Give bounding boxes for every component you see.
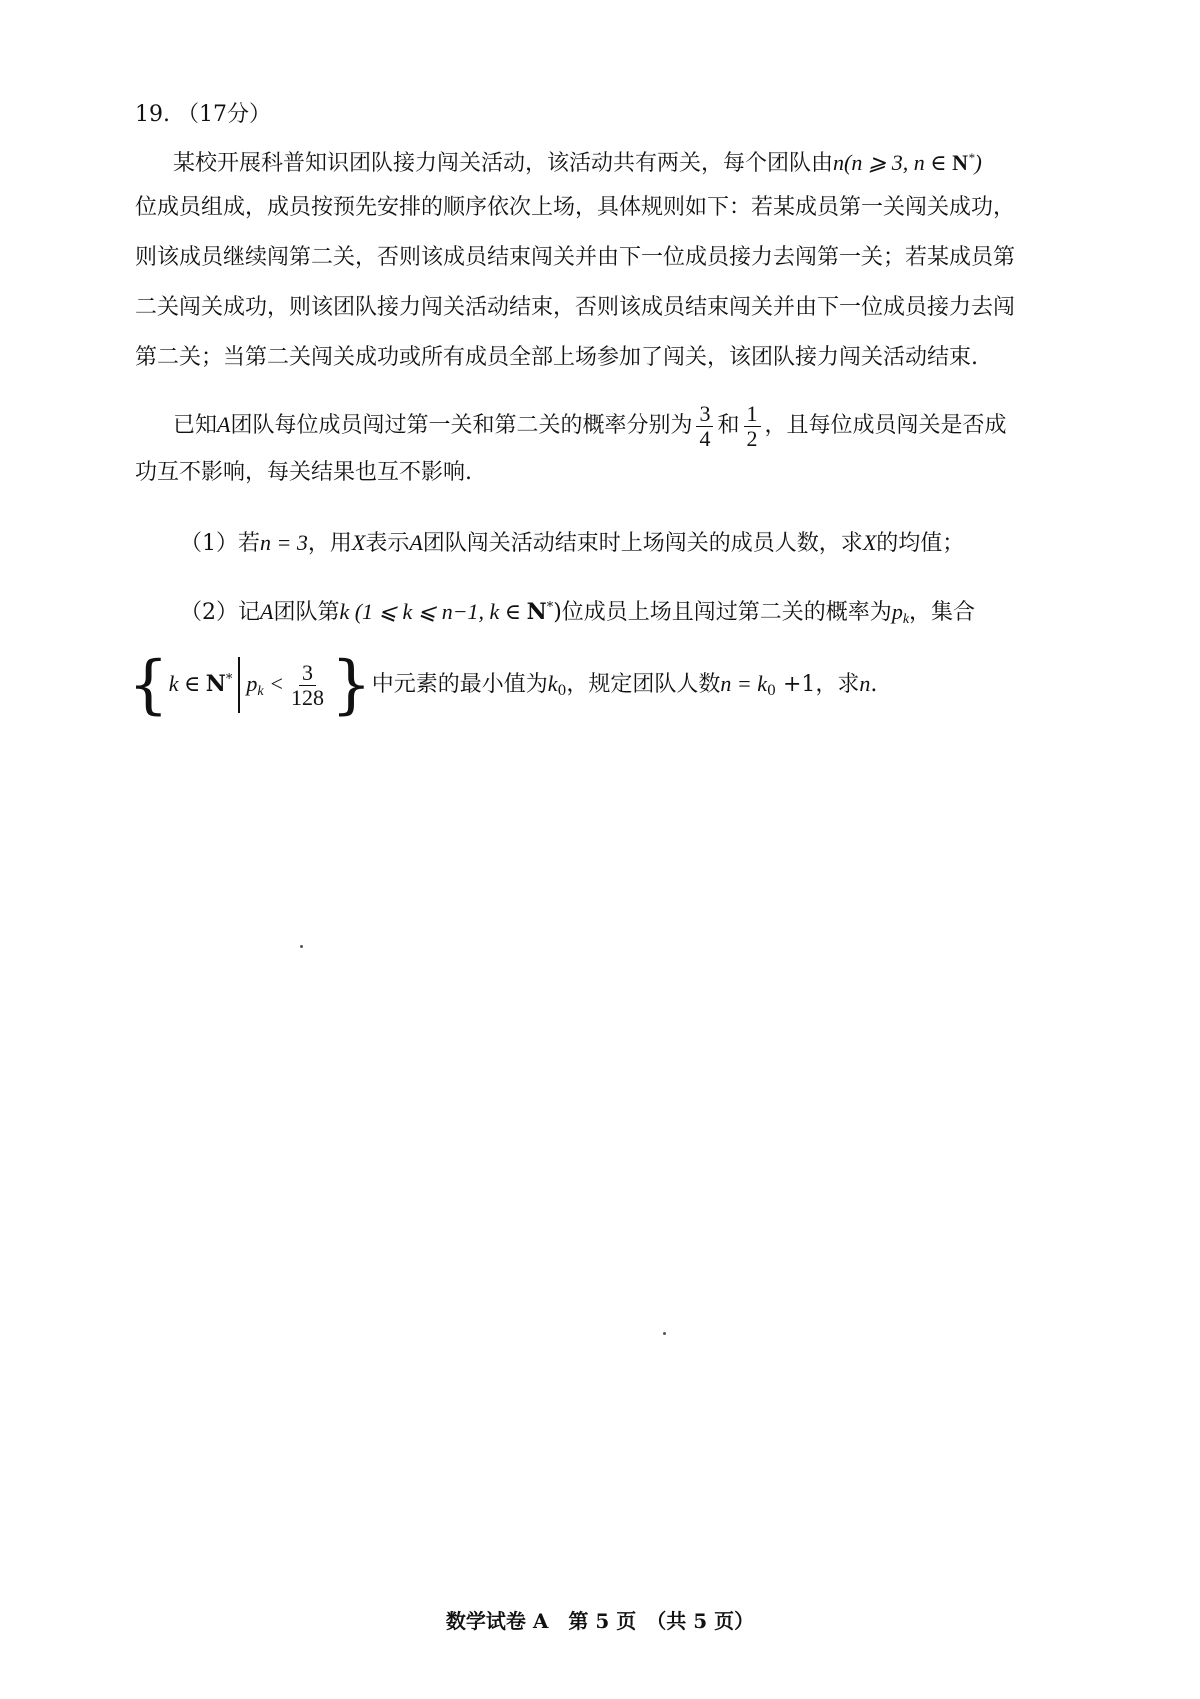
team-label: A bbox=[260, 599, 274, 624]
variable-x: X bbox=[862, 530, 877, 555]
part1-text-b: 表示 bbox=[365, 531, 410, 556]
star-sup: * bbox=[967, 150, 975, 165]
star-sup: * bbox=[546, 600, 554, 615]
set-divider bbox=[238, 657, 240, 713]
variable-x: X bbox=[351, 530, 366, 555]
part2-text-c: ，集合 bbox=[909, 600, 976, 625]
para2-text-d: ，且每位成员闯关是否成 bbox=[764, 413, 1007, 438]
equation-tail: +1 bbox=[775, 672, 816, 697]
naturals-symbol: N bbox=[952, 150, 968, 175]
part2-text-b: 位成员上场且闯过第二关的概率为 bbox=[561, 600, 892, 625]
right-brace: } bbox=[330, 648, 372, 722]
part2-text-f: ，求 bbox=[815, 672, 860, 697]
variable-k: k bbox=[339, 599, 350, 624]
para2-text-b: 团队每位成员闯过第一关和第二关的概率分别为 bbox=[230, 413, 693, 438]
page-footer: 数学试卷 A 第 5 页 （共 5 页） bbox=[445, 1609, 755, 1633]
fraction-denominator: 4 bbox=[699, 425, 711, 451]
naturals-symbol: N bbox=[526, 599, 547, 625]
n-equals-3: n = 3 bbox=[260, 530, 308, 555]
fraction-numerator: 1 bbox=[744, 402, 761, 427]
variable-p: p bbox=[246, 671, 258, 696]
part1-text-d: 的均值； bbox=[876, 531, 965, 556]
fraction-numerator: 3 bbox=[696, 402, 713, 427]
subscript-0: 0 bbox=[767, 683, 776, 699]
part2-text-e: ，规定团队人数 bbox=[566, 672, 721, 697]
fraction-denominator: 2 bbox=[746, 425, 758, 451]
part1-text-c: 团队闯关活动结束时上场闯关的成员人数，求 bbox=[422, 531, 863, 556]
fraction-numerator: 3 bbox=[299, 661, 316, 686]
para2-line1 bbox=[173, 398, 1007, 453]
para1-line4: 二关闯关成功，则该团队接力闯关活动结束，否则该成员结束闯关并由下一位成员接力去闯 bbox=[135, 295, 1016, 320]
part1-text-a: ，用 bbox=[307, 531, 352, 556]
scan-speck bbox=[300, 945, 303, 948]
para1-line1 bbox=[173, 143, 982, 179]
fraction-denominator: 128 bbox=[290, 684, 324, 710]
k-range: (1 ⩽ k ⩽ n−1, k ∈ bbox=[349, 599, 527, 624]
para1-text: 某校开展科普知识团队接力闯关活动，该活动共有两关，每个团队由 bbox=[173, 151, 834, 176]
part1-label: （1）若 bbox=[180, 531, 260, 556]
question-header bbox=[135, 100, 271, 130]
scan-speck bbox=[663, 1332, 666, 1335]
subscript-0: 0 bbox=[557, 683, 567, 699]
part2-line2 bbox=[128, 648, 877, 724]
close-paren: ) bbox=[553, 600, 562, 625]
question-number: 19. bbox=[135, 102, 170, 127]
team-size-condition bbox=[833, 150, 982, 175]
para1-line2: 位成员组成，成员按预先安排的顺序依次上场，具体规则如下：若某成员第一关闯关成功， bbox=[135, 195, 1016, 220]
left-brace: { bbox=[128, 648, 169, 722]
part2-text-a: 团队第 bbox=[273, 600, 340, 625]
para2-line2: 功互不影响，每关结果也互不影响. bbox=[135, 460, 472, 485]
n-range: n(n ⩾ 3, n ∈ bbox=[833, 150, 953, 175]
prob-first-fraction bbox=[696, 402, 713, 451]
team-label: A bbox=[217, 412, 231, 437]
team-size-equation: n = k bbox=[720, 671, 768, 696]
star-sup: * bbox=[225, 672, 233, 687]
para1-line5: 第二关；当第二关闯关成功或所有成员全部上场参加了闯关，该团队接力闯关活动结束. bbox=[135, 345, 978, 370]
less-than: < bbox=[263, 671, 284, 696]
part2-text-d: 中元素的最小值为 bbox=[371, 672, 548, 697]
variable-k0: k bbox=[547, 671, 558, 696]
para2-text-c: 和 bbox=[717, 413, 740, 438]
team-label: A bbox=[409, 530, 423, 555]
period: . bbox=[870, 672, 878, 697]
subscript-k: k bbox=[257, 684, 264, 699]
set-element: k ∈ bbox=[168, 671, 206, 696]
part1-line bbox=[180, 528, 964, 559]
variable-p: p bbox=[891, 599, 903, 624]
prob-second-fraction bbox=[744, 402, 761, 451]
para2-text-a: 已知 bbox=[173, 413, 218, 438]
threshold-fraction bbox=[288, 661, 327, 710]
part2-line1 bbox=[180, 593, 975, 635]
close-paren: ) bbox=[974, 150, 982, 175]
question-score: （17分） bbox=[177, 102, 271, 127]
naturals-symbol: N bbox=[205, 671, 226, 697]
variable-n: n bbox=[859, 671, 871, 696]
para1-line3: 则该成员继续闯第二关，否则该成员结束闯关并由下一位成员接力去闯第一关；若某成员第 bbox=[135, 245, 1016, 270]
subscript-k: k bbox=[902, 612, 910, 627]
part2-label: （2）记 bbox=[180, 600, 260, 625]
